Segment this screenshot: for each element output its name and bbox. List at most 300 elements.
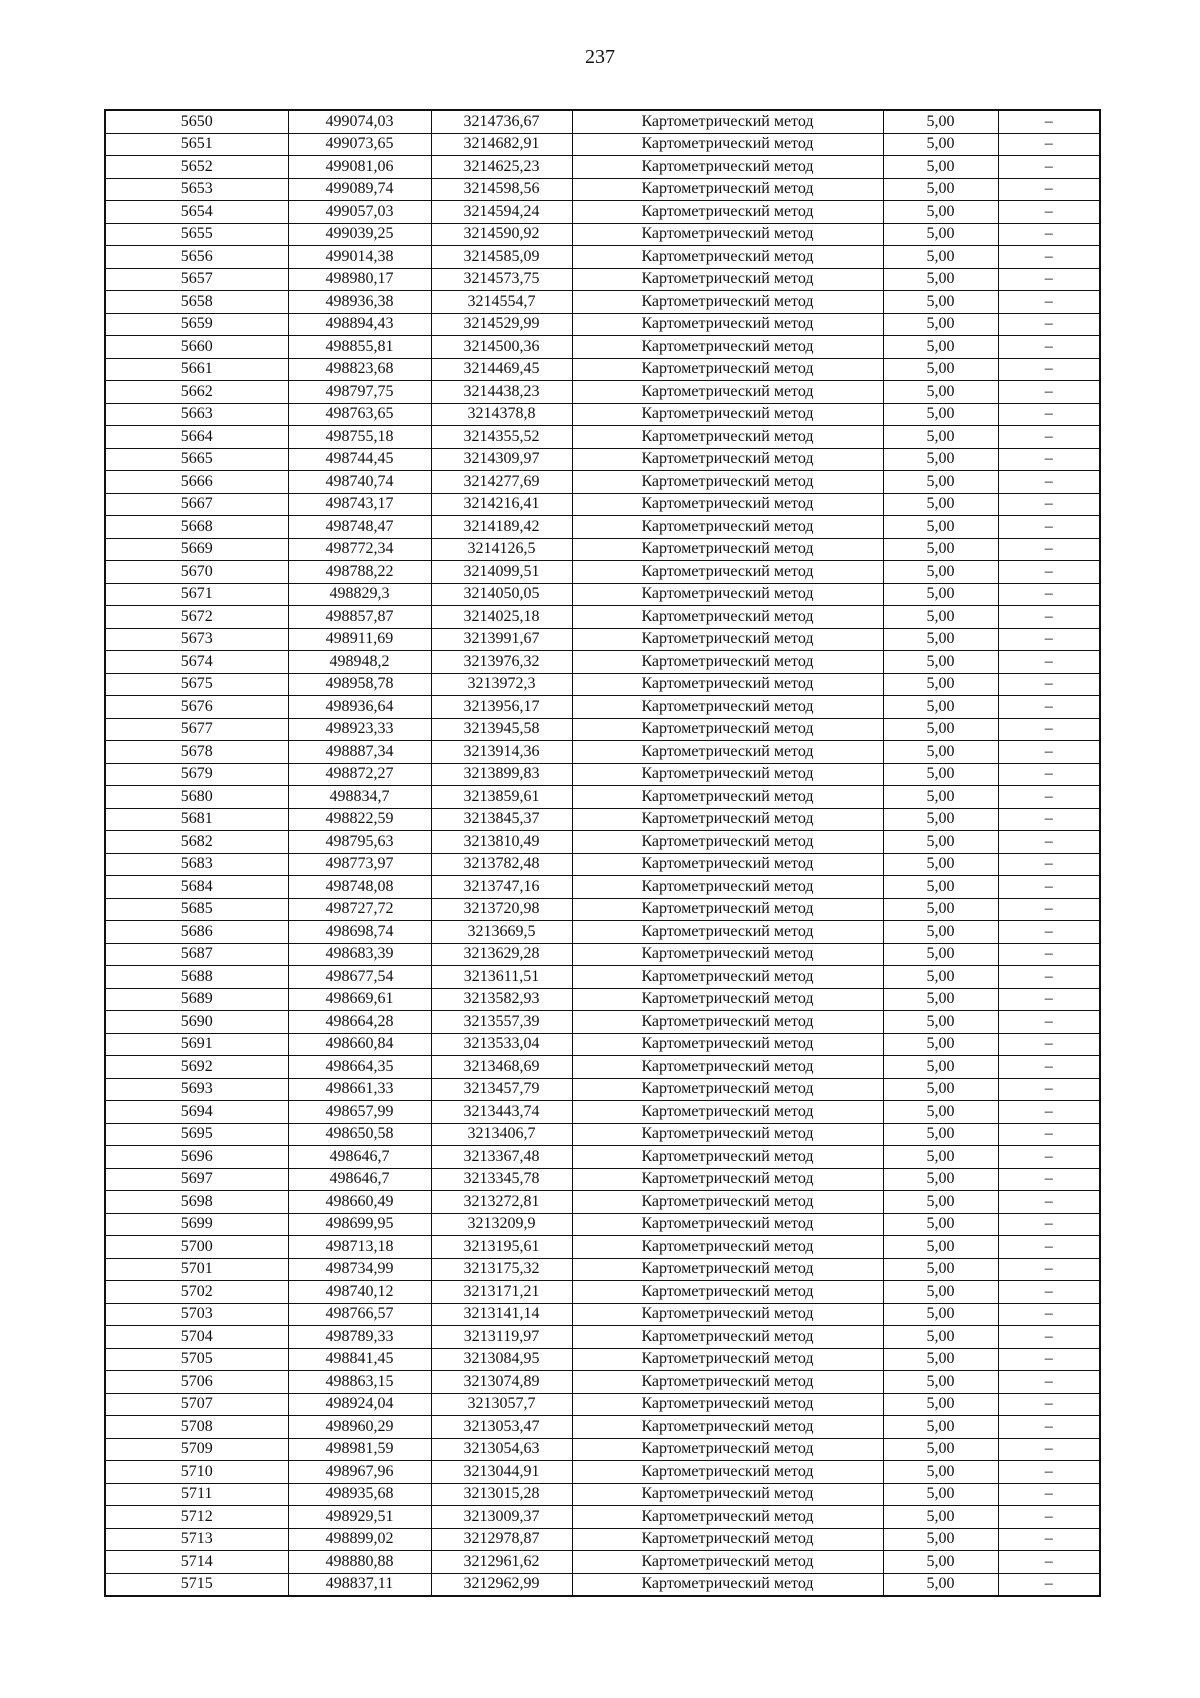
accuracy-cell: 5,00	[883, 201, 998, 224]
x-coordinate-cell: 498894,43	[288, 313, 431, 336]
point-number-cell: 5691	[105, 1033, 288, 1056]
y-coordinate-cell: 3213367,48	[431, 1146, 572, 1169]
table-row	[105, 1078, 1100, 1101]
point-number-cell: 5702	[105, 1281, 288, 1304]
y-coordinate-cell: 3213899,83	[431, 763, 572, 786]
x-coordinate-cell: 498935,68	[288, 1483, 431, 1506]
x-coordinate-cell: 498740,74	[288, 471, 431, 494]
accuracy-cell: 5,00	[883, 493, 998, 516]
y-coordinate-cell: 3214438,23	[431, 381, 572, 404]
accuracy-cell: 5,00	[883, 1191, 998, 1214]
accuracy-cell: 5,00	[883, 1348, 998, 1371]
x-coordinate-cell: 498744,45	[288, 448, 431, 471]
accuracy-cell: 5,00	[883, 246, 998, 269]
y-coordinate-cell: 3213914,36	[431, 741, 572, 764]
method-cell: Картометрический метод	[572, 876, 883, 899]
note-cell: –	[998, 268, 1100, 291]
note-cell: –	[998, 1551, 1100, 1574]
note-cell: –	[998, 1258, 1100, 1281]
accuracy-cell: 5,00	[883, 696, 998, 719]
point-number-cell: 5658	[105, 291, 288, 314]
x-coordinate-cell: 498664,28	[288, 1011, 431, 1034]
note-cell: –	[998, 1123, 1100, 1146]
table-row	[105, 561, 1100, 584]
x-coordinate-cell: 498763,65	[288, 403, 431, 426]
x-coordinate-cell: 498734,99	[288, 1258, 431, 1281]
method-cell: Картометрический метод	[572, 561, 883, 584]
method-cell: Картометрический метод	[572, 1146, 883, 1169]
table-row	[105, 898, 1100, 921]
x-coordinate-cell: 498960,29	[288, 1416, 431, 1439]
x-coordinate-cell: 498743,17	[288, 493, 431, 516]
method-cell: Картометрический метод	[572, 606, 883, 629]
note-cell: –	[998, 943, 1100, 966]
table-row	[105, 628, 1100, 651]
accuracy-cell: 5,00	[883, 876, 998, 899]
table-row	[105, 718, 1100, 741]
accuracy-cell: 5,00	[883, 1146, 998, 1169]
accuracy-cell: 5,00	[883, 898, 998, 921]
y-coordinate-cell: 3214598,56	[431, 178, 572, 201]
coordinates-table	[104, 109, 1101, 1597]
y-coordinate-cell: 3213859,61	[431, 786, 572, 809]
note-cell: –	[998, 448, 1100, 471]
note-cell: –	[998, 1371, 1100, 1394]
note-cell: –	[998, 426, 1100, 449]
method-cell: Картометрический метод	[572, 381, 883, 404]
point-number-cell: 5671	[105, 583, 288, 606]
note-cell: –	[998, 561, 1100, 584]
table-row	[105, 966, 1100, 989]
point-number-cell: 5706	[105, 1371, 288, 1394]
table-row	[105, 1393, 1100, 1416]
note-cell: –	[998, 1236, 1100, 1259]
table-row	[105, 1326, 1100, 1349]
x-coordinate-cell: 499057,03	[288, 201, 431, 224]
note-cell: –	[998, 1146, 1100, 1169]
table-row	[105, 943, 1100, 966]
y-coordinate-cell: 3213044,91	[431, 1461, 572, 1484]
accuracy-cell: 5,00	[883, 516, 998, 539]
y-coordinate-cell: 3213810,49	[431, 831, 572, 854]
table-row	[105, 156, 1100, 179]
note-cell: –	[998, 673, 1100, 696]
x-coordinate-cell: 498699,95	[288, 1213, 431, 1236]
note-cell: –	[998, 1101, 1100, 1124]
x-coordinate-cell: 498646,7	[288, 1146, 431, 1169]
table-row	[105, 291, 1100, 314]
accuracy-cell: 5,00	[883, 1123, 998, 1146]
accuracy-cell: 5,00	[883, 1281, 998, 1304]
note-cell: –	[998, 156, 1100, 179]
note-cell: –	[998, 516, 1100, 539]
method-cell: Картометрический метод	[572, 1528, 883, 1551]
table-row	[105, 381, 1100, 404]
note-cell: –	[998, 246, 1100, 269]
table-row	[105, 1101, 1100, 1124]
point-number-cell: 5680	[105, 786, 288, 809]
table-row	[105, 1191, 1100, 1214]
method-cell: Картометрический метод	[572, 1573, 883, 1596]
method-cell: Картометрический метод	[572, 1438, 883, 1461]
method-cell: Картометрический метод	[572, 1303, 883, 1326]
note-cell: –	[998, 583, 1100, 606]
accuracy-cell: 5,00	[883, 1573, 998, 1596]
method-cell: Картометрический метод	[572, 471, 883, 494]
table-row	[105, 1258, 1100, 1281]
note-cell: –	[998, 1033, 1100, 1056]
x-coordinate-cell: 498677,54	[288, 966, 431, 989]
point-number-cell: 5690	[105, 1011, 288, 1034]
y-coordinate-cell: 3212962,99	[431, 1573, 572, 1596]
y-coordinate-cell: 3214025,18	[431, 606, 572, 629]
point-number-cell: 5692	[105, 1056, 288, 1079]
note-cell: –	[998, 471, 1100, 494]
note-cell: –	[998, 831, 1100, 854]
y-coordinate-cell: 3213057,7	[431, 1393, 572, 1416]
table-row	[105, 178, 1100, 201]
y-coordinate-cell: 3214682,91	[431, 133, 572, 156]
method-cell: Картометрический метод	[572, 110, 883, 133]
method-cell: Картометрический метод	[572, 966, 883, 989]
table-row	[105, 876, 1100, 899]
point-number-cell: 5708	[105, 1416, 288, 1439]
y-coordinate-cell: 3214469,45	[431, 358, 572, 381]
method-cell: Картометрический метод	[572, 1348, 883, 1371]
accuracy-cell: 5,00	[883, 133, 998, 156]
table-row	[105, 921, 1100, 944]
table-row	[105, 1506, 1100, 1529]
y-coordinate-cell: 3214573,75	[431, 268, 572, 291]
method-cell: Картометрический метод	[572, 448, 883, 471]
x-coordinate-cell: 498855,81	[288, 336, 431, 359]
point-number-cell: 5656	[105, 246, 288, 269]
table-row	[105, 1213, 1100, 1236]
x-coordinate-cell: 498748,08	[288, 876, 431, 899]
accuracy-cell: 5,00	[883, 1258, 998, 1281]
table-row	[105, 358, 1100, 381]
table-row	[105, 1483, 1100, 1506]
accuracy-cell: 5,00	[883, 1213, 998, 1236]
table-row	[105, 246, 1100, 269]
accuracy-cell: 5,00	[883, 471, 998, 494]
x-coordinate-cell: 498660,84	[288, 1033, 431, 1056]
note-cell: –	[998, 291, 1100, 314]
x-coordinate-cell: 498772,34	[288, 538, 431, 561]
y-coordinate-cell: 3213972,3	[431, 673, 572, 696]
point-number-cell: 5663	[105, 403, 288, 426]
table-row	[105, 110, 1100, 133]
point-number-cell: 5655	[105, 223, 288, 246]
x-coordinate-cell: 498872,27	[288, 763, 431, 786]
method-cell: Картометрический метод	[572, 1483, 883, 1506]
x-coordinate-cell: 498924,04	[288, 1393, 431, 1416]
y-coordinate-cell: 3214585,09	[431, 246, 572, 269]
method-cell: Картометрический метод	[572, 628, 883, 651]
y-coordinate-cell: 3213053,47	[431, 1416, 572, 1439]
accuracy-cell: 5,00	[883, 1078, 998, 1101]
note-cell: –	[998, 178, 1100, 201]
note-cell: –	[998, 696, 1100, 719]
accuracy-cell: 5,00	[883, 943, 998, 966]
table-row	[105, 696, 1100, 719]
method-cell: Картометрический метод	[572, 223, 883, 246]
note-cell: –	[998, 1573, 1100, 1596]
point-number-cell: 5670	[105, 561, 288, 584]
accuracy-cell: 5,00	[883, 448, 998, 471]
note-cell: –	[998, 358, 1100, 381]
method-cell: Картометрический метод	[572, 696, 883, 719]
note-cell: –	[998, 1078, 1100, 1101]
table-row	[105, 583, 1100, 606]
point-number-cell: 5676	[105, 696, 288, 719]
table-row	[105, 741, 1100, 764]
note-cell: –	[998, 1303, 1100, 1326]
accuracy-cell: 5,00	[883, 921, 998, 944]
accuracy-cell: 5,00	[883, 808, 998, 831]
method-cell: Картометрический метод	[572, 516, 883, 539]
note-cell: –	[998, 921, 1100, 944]
x-coordinate-cell: 498773,97	[288, 853, 431, 876]
note-cell: –	[998, 110, 1100, 133]
table-row	[105, 471, 1100, 494]
method-cell: Картометрический метод	[572, 313, 883, 336]
table-row	[105, 336, 1100, 359]
method-cell: Картометрический метод	[572, 358, 883, 381]
accuracy-cell: 5,00	[883, 1056, 998, 1079]
note-cell: –	[998, 1326, 1100, 1349]
accuracy-cell: 5,00	[883, 268, 998, 291]
x-coordinate-cell: 498923,33	[288, 718, 431, 741]
table-row	[105, 493, 1100, 516]
accuracy-cell: 5,00	[883, 538, 998, 561]
y-coordinate-cell: 3213209,9	[431, 1213, 572, 1236]
table-row	[105, 1011, 1100, 1034]
table-row	[105, 651, 1100, 674]
accuracy-cell: 5,00	[883, 110, 998, 133]
table-row	[105, 763, 1100, 786]
note-cell: –	[998, 381, 1100, 404]
point-number-cell: 5651	[105, 133, 288, 156]
point-number-cell: 5686	[105, 921, 288, 944]
note-cell: –	[998, 1461, 1100, 1484]
method-cell: Картометрический метод	[572, 808, 883, 831]
table-row	[105, 831, 1100, 854]
x-coordinate-cell: 498713,18	[288, 1236, 431, 1259]
y-coordinate-cell: 3214736,67	[431, 110, 572, 133]
point-number-cell: 5713	[105, 1528, 288, 1551]
x-coordinate-cell: 498829,3	[288, 583, 431, 606]
note-cell: –	[998, 1213, 1100, 1236]
accuracy-cell: 5,00	[883, 291, 998, 314]
note-cell: –	[998, 336, 1100, 359]
x-coordinate-cell: 498788,22	[288, 561, 431, 584]
point-number-cell: 5682	[105, 831, 288, 854]
x-coordinate-cell: 498657,99	[288, 1101, 431, 1124]
accuracy-cell: 5,00	[883, 1438, 998, 1461]
accuracy-cell: 5,00	[883, 1236, 998, 1259]
x-coordinate-cell: 498863,15	[288, 1371, 431, 1394]
method-cell: Картометрический метод	[572, 1101, 883, 1124]
accuracy-cell: 5,00	[883, 988, 998, 1011]
point-number-cell: 5697	[105, 1168, 288, 1191]
point-number-cell: 5673	[105, 628, 288, 651]
method-cell: Картометрический метод	[572, 538, 883, 561]
table-row	[105, 201, 1100, 224]
method-cell: Картометрический метод	[572, 1551, 883, 1574]
y-coordinate-cell: 3213074,89	[431, 1371, 572, 1394]
point-number-cell: 5669	[105, 538, 288, 561]
point-number-cell: 5666	[105, 471, 288, 494]
accuracy-cell: 5,00	[883, 1393, 998, 1416]
method-cell: Картометрический метод	[572, 1371, 883, 1394]
x-coordinate-cell: 498789,33	[288, 1326, 431, 1349]
y-coordinate-cell: 3213782,48	[431, 853, 572, 876]
x-coordinate-cell: 498936,38	[288, 291, 431, 314]
method-cell: Картометрический метод	[572, 1033, 883, 1056]
accuracy-cell: 5,00	[883, 403, 998, 426]
point-number-cell: 5659	[105, 313, 288, 336]
note-cell: –	[998, 1011, 1100, 1034]
point-number-cell: 5711	[105, 1483, 288, 1506]
table-row	[105, 988, 1100, 1011]
note-cell: –	[998, 1056, 1100, 1079]
accuracy-cell: 5,00	[883, 831, 998, 854]
y-coordinate-cell: 3213406,7	[431, 1123, 572, 1146]
method-cell: Картометрический метод	[572, 1168, 883, 1191]
note-cell: –	[998, 1506, 1100, 1529]
x-coordinate-cell: 498669,61	[288, 988, 431, 1011]
method-cell: Картометрический метод	[572, 493, 883, 516]
x-coordinate-cell: 498755,18	[288, 426, 431, 449]
method-cell: Картометрический метод	[572, 943, 883, 966]
method-cell: Картометрический метод	[572, 1191, 883, 1214]
y-coordinate-cell: 3214050,05	[431, 583, 572, 606]
accuracy-cell: 5,00	[883, 718, 998, 741]
accuracy-cell: 5,00	[883, 1168, 998, 1191]
y-coordinate-cell: 3214126,5	[431, 538, 572, 561]
method-cell: Картометрический метод	[572, 201, 883, 224]
y-coordinate-cell: 3213054,63	[431, 1438, 572, 1461]
x-coordinate-cell: 498936,64	[288, 696, 431, 719]
table-row	[105, 786, 1100, 809]
table-row	[105, 1236, 1100, 1259]
y-coordinate-cell: 3213976,32	[431, 651, 572, 674]
note-cell: –	[998, 1438, 1100, 1461]
table-row	[105, 1551, 1100, 1574]
point-number-cell: 5681	[105, 808, 288, 831]
x-coordinate-cell: 498822,59	[288, 808, 431, 831]
x-coordinate-cell: 498981,59	[288, 1438, 431, 1461]
accuracy-cell: 5,00	[883, 358, 998, 381]
point-number-cell: 5714	[105, 1551, 288, 1574]
y-coordinate-cell: 3214529,99	[431, 313, 572, 336]
y-coordinate-cell: 3213533,04	[431, 1033, 572, 1056]
point-number-cell: 5660	[105, 336, 288, 359]
accuracy-cell: 5,00	[883, 223, 998, 246]
point-number-cell: 5693	[105, 1078, 288, 1101]
y-coordinate-cell: 3213119,97	[431, 1326, 572, 1349]
point-number-cell: 5664	[105, 426, 288, 449]
y-coordinate-cell: 3213084,95	[431, 1348, 572, 1371]
point-number-cell: 5665	[105, 448, 288, 471]
y-coordinate-cell: 3214355,52	[431, 426, 572, 449]
method-cell: Картометрический метод	[572, 921, 883, 944]
method-cell: Картометрический метод	[572, 1326, 883, 1349]
table-row	[105, 426, 1100, 449]
y-coordinate-cell: 3213845,37	[431, 808, 572, 831]
note-cell: –	[998, 201, 1100, 224]
x-coordinate-cell: 498887,34	[288, 741, 431, 764]
accuracy-cell: 5,00	[883, 853, 998, 876]
point-number-cell: 5650	[105, 110, 288, 133]
x-coordinate-cell: 498795,63	[288, 831, 431, 854]
x-coordinate-cell: 498727,72	[288, 898, 431, 921]
accuracy-cell: 5,00	[883, 1551, 998, 1574]
note-cell: –	[998, 853, 1100, 876]
note-cell: –	[998, 1348, 1100, 1371]
method-cell: Картометрический метод	[572, 1056, 883, 1079]
x-coordinate-cell: 499073,65	[288, 133, 431, 156]
method-cell: Картометрический метод	[572, 988, 883, 1011]
x-coordinate-cell: 498880,88	[288, 1551, 431, 1574]
note-cell: –	[998, 133, 1100, 156]
point-number-cell: 5678	[105, 741, 288, 764]
accuracy-cell: 5,00	[883, 1483, 998, 1506]
y-coordinate-cell: 3213720,98	[431, 898, 572, 921]
note-cell: –	[998, 538, 1100, 561]
note-cell: –	[998, 786, 1100, 809]
y-coordinate-cell: 3213141,14	[431, 1303, 572, 1326]
accuracy-cell: 5,00	[883, 786, 998, 809]
method-cell: Картометрический метод	[572, 1281, 883, 1304]
accuracy-cell: 5,00	[883, 1326, 998, 1349]
y-coordinate-cell: 3214277,69	[431, 471, 572, 494]
x-coordinate-cell: 498967,96	[288, 1461, 431, 1484]
point-number-cell: 5689	[105, 988, 288, 1011]
method-cell: Картометрический метод	[572, 178, 883, 201]
note-cell: –	[998, 1191, 1100, 1214]
x-coordinate-cell: 498837,11	[288, 1573, 431, 1596]
y-coordinate-cell: 3214378,8	[431, 403, 572, 426]
accuracy-cell: 5,00	[883, 1506, 998, 1529]
y-coordinate-cell: 3214189,42	[431, 516, 572, 539]
accuracy-cell: 5,00	[883, 336, 998, 359]
table-row	[105, 606, 1100, 629]
table-row	[105, 1348, 1100, 1371]
y-coordinate-cell: 3214594,24	[431, 201, 572, 224]
method-cell: Картометрический метод	[572, 673, 883, 696]
note-cell: –	[998, 628, 1100, 651]
table-row	[105, 516, 1100, 539]
point-number-cell: 5675	[105, 673, 288, 696]
y-coordinate-cell: 3213009,37	[431, 1506, 572, 1529]
point-number-cell: 5695	[105, 1123, 288, 1146]
point-number-cell: 5653	[105, 178, 288, 201]
table-row	[105, 133, 1100, 156]
table-row	[105, 1123, 1100, 1146]
note-cell: –	[998, 876, 1100, 899]
table-row	[105, 1146, 1100, 1169]
point-number-cell: 5685	[105, 898, 288, 921]
x-coordinate-cell: 499089,74	[288, 178, 431, 201]
y-coordinate-cell: 3213747,16	[431, 876, 572, 899]
note-cell: –	[998, 988, 1100, 1011]
method-cell: Картометрический метод	[572, 1123, 883, 1146]
y-coordinate-cell: 3213611,51	[431, 966, 572, 989]
accuracy-cell: 5,00	[883, 1011, 998, 1034]
x-coordinate-cell: 498664,35	[288, 1056, 431, 1079]
